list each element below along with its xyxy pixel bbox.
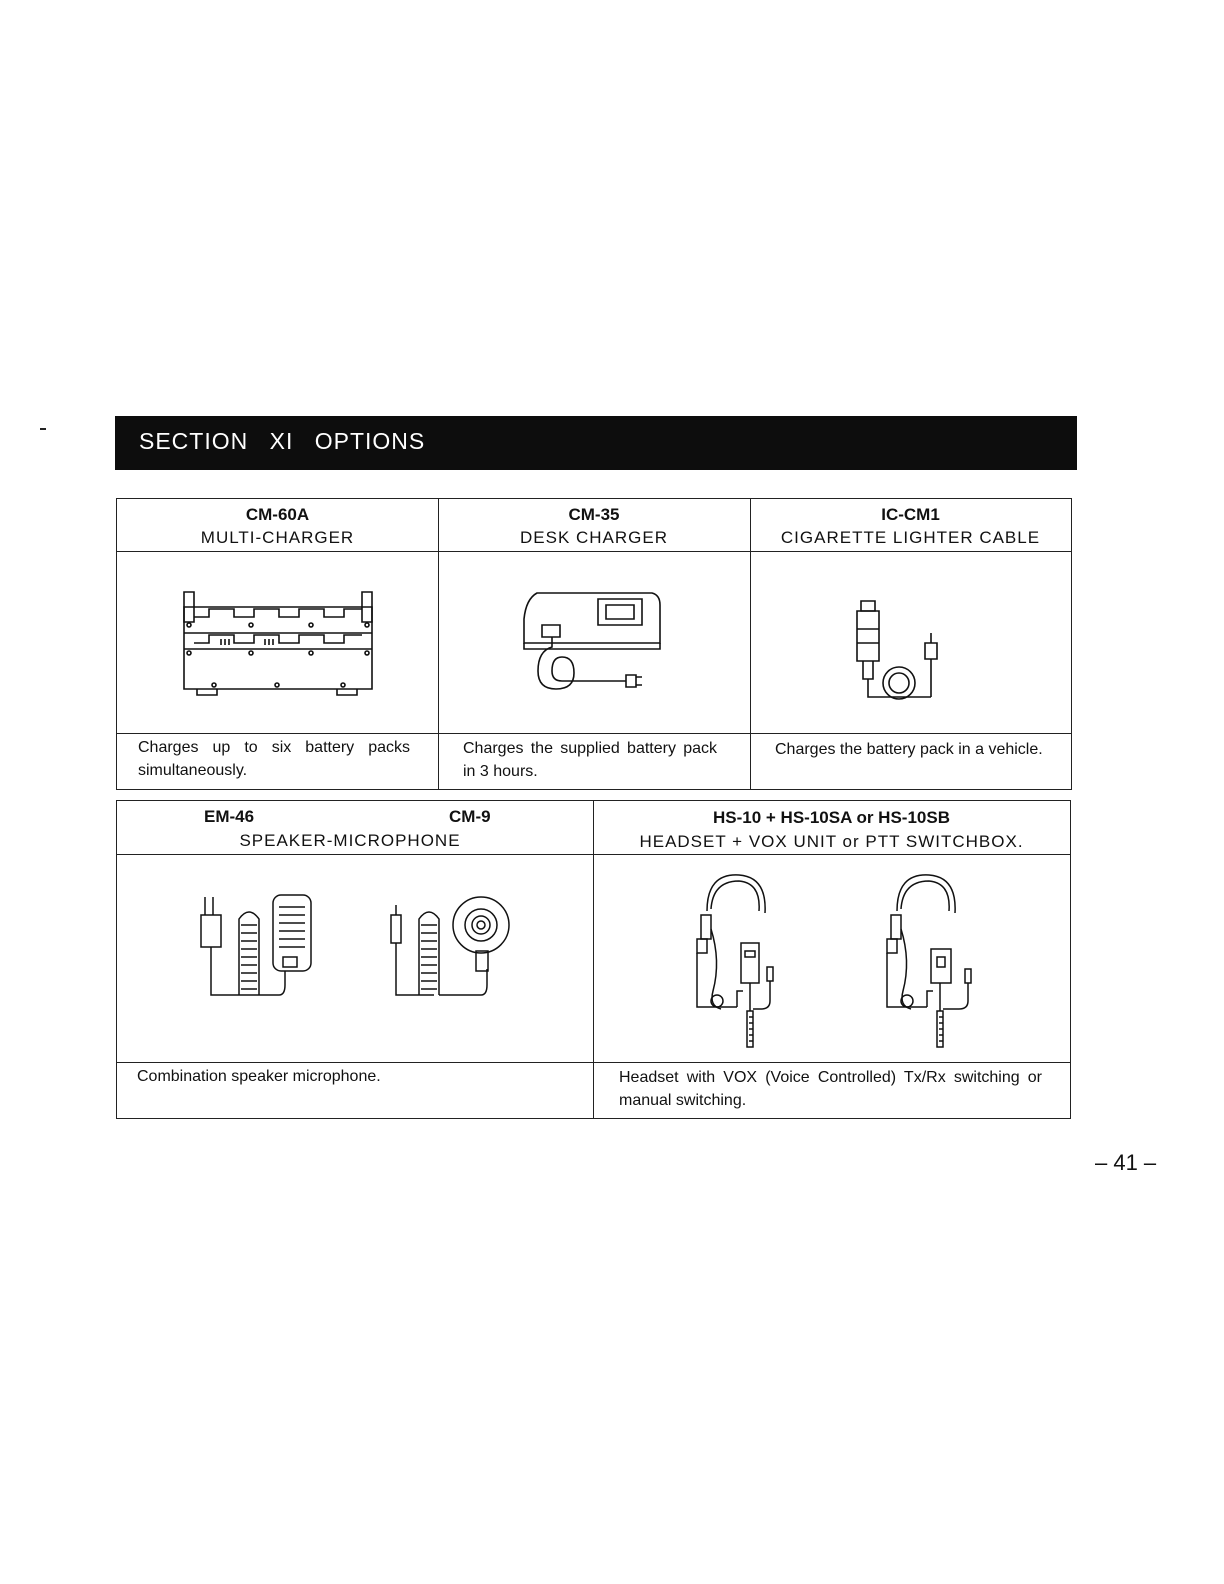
item-name: MULTI-CHARGER [200, 528, 355, 547]
page-number: – 41 – [1095, 1150, 1157, 1175]
item-code: IC-CM1 [881, 505, 940, 524]
section-number: XI [269, 428, 294, 454]
section-title: OPTIONS [314, 428, 426, 454]
item-description: Headset with VOX (Voice Controlled) Tx/Rx switching or manual switching. [619, 1069, 1042, 1109]
item-description: Combination speaker microphone. [137, 1068, 381, 1085]
item-code-a: EM-46 [204, 807, 255, 826]
item-name: HEADSET + VOX UNIT or PTT SWITCHBOX. [639, 832, 1024, 851]
multi-charger-illustration [179, 587, 379, 707]
headset-illustration [687, 871, 987, 1051]
section-header [115, 416, 1077, 470]
page-mark [40, 428, 46, 430]
options-table-2 [116, 800, 1071, 1119]
item-code: HS-10 + HS-10SA or HS-10SB [713, 808, 950, 827]
section-label: SECTION [139, 428, 249, 454]
cigarette-lighter-cable-illustration [853, 599, 973, 714]
item-description: Charges up to six battery packs simultaneously. [138, 739, 410, 779]
item-name: DESK CHARGER [519, 528, 669, 547]
speaker-microphone-illustration [199, 885, 529, 1005]
options-table-1 [116, 498, 1072, 790]
item-name: SPEAKER-MICROPHONE [239, 831, 461, 850]
item-description: Charges the battery pack in a vehicle. [775, 741, 1043, 758]
item-description: Charges the supplied battery pack in 3 hours. [463, 740, 717, 780]
item-code-b: CM-9 [449, 807, 491, 826]
item-name: CIGARETTE LIGHTER CABLE [780, 528, 1041, 547]
desk-charger-illustration [522, 585, 662, 705]
item-code: CM-60A [245, 505, 310, 524]
item-code: CM-35 [568, 505, 620, 524]
